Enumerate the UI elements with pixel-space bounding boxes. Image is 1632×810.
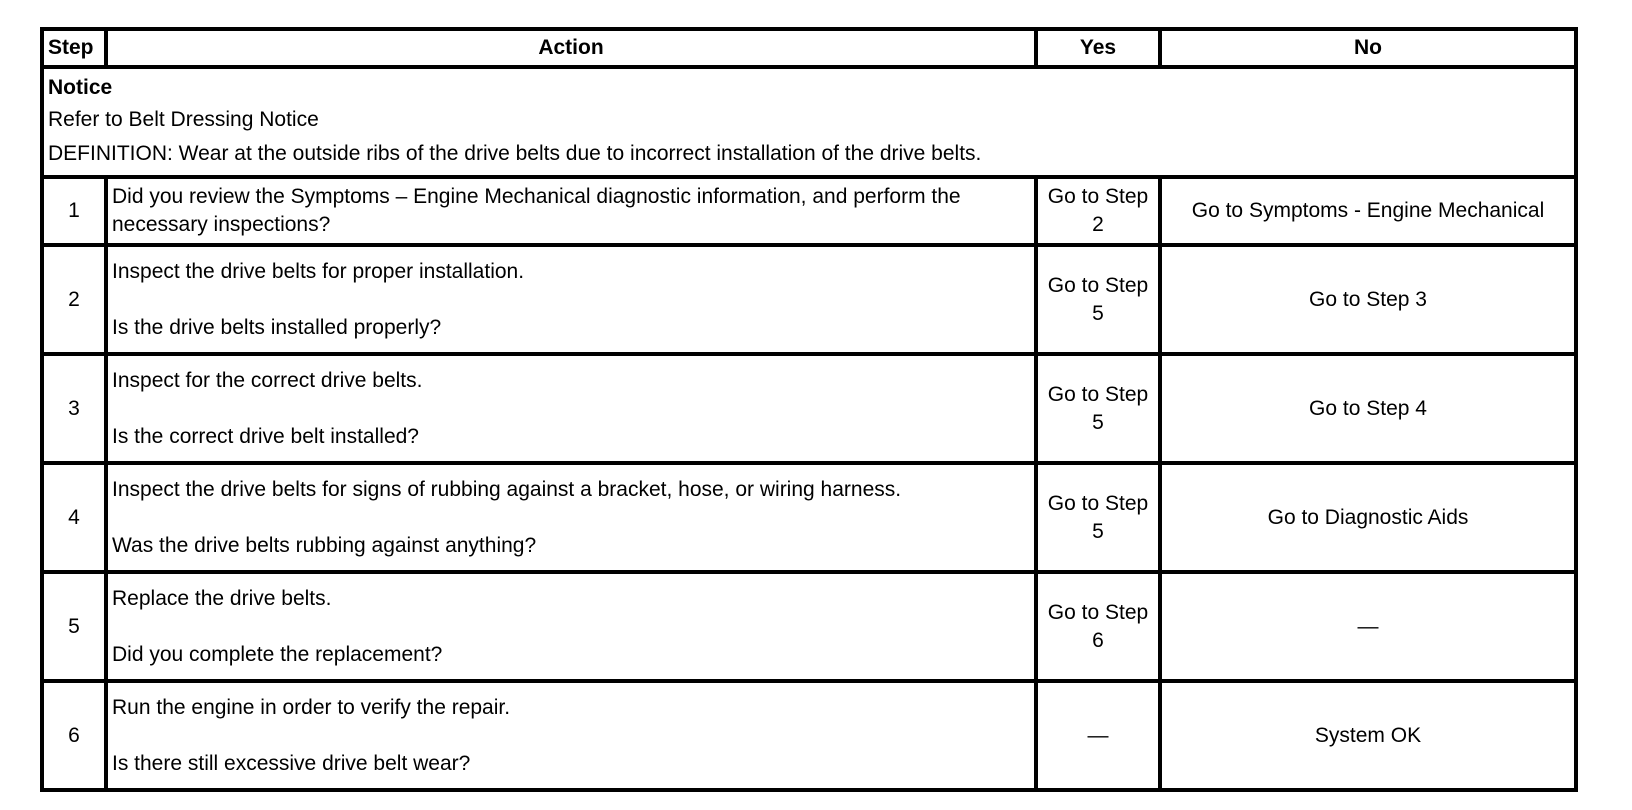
header-yes: Yes xyxy=(1036,29,1160,67)
action-instruction: Replace the drive belts. xyxy=(112,586,332,610)
step-number: 2 xyxy=(42,245,106,354)
no-result: Go to Symptoms - Engine Mechanical xyxy=(1160,177,1576,245)
step-number: 3 xyxy=(42,354,106,463)
action-instruction: Did you review the Symptoms – Engine Mechanical diagnostic information, and perform the necessary inspections? xyxy=(112,185,961,236)
action-text xyxy=(106,245,1036,354)
action-instruction: Inspect the drive belts for proper installation. xyxy=(112,259,525,283)
yes-result: Go to Step 2 xyxy=(1036,177,1160,245)
action-question: Is the correct drive belt installed? xyxy=(112,424,419,448)
yes-result: Go to Step 5 xyxy=(1036,463,1160,572)
step-number: 4 xyxy=(42,463,106,572)
yes-result: Go to Step 5 xyxy=(1036,245,1160,354)
step-number: 6 xyxy=(42,681,106,790)
notice-definition: DEFINITION: Wear at the outside ribs of the drive belts due to incorrect installation of the drive belts. xyxy=(48,142,982,165)
header-no: No xyxy=(1160,29,1576,67)
header-action: Action xyxy=(106,29,1036,67)
notice-title: Notice xyxy=(48,76,113,99)
header-row xyxy=(42,29,1576,67)
no-result: Go to Step 3 xyxy=(1160,245,1576,354)
action-text xyxy=(106,463,1036,572)
table-row xyxy=(42,681,1576,790)
no-result: System OK xyxy=(1160,681,1576,790)
action-question: Was the drive belts rubbing against anything? xyxy=(112,533,537,557)
step-number: 1 xyxy=(42,177,106,245)
notice-row xyxy=(42,67,1576,177)
table-row xyxy=(42,572,1576,681)
action-text xyxy=(106,354,1036,463)
no-result: — xyxy=(1160,572,1576,681)
no-result: Go to Step 4 xyxy=(1160,354,1576,463)
action-question: Did you complete the replacement? xyxy=(112,642,443,666)
header-step: Step xyxy=(42,29,106,67)
table-row xyxy=(42,245,1576,354)
yes-result: Go to Step 5 xyxy=(1036,354,1160,463)
action-text xyxy=(106,572,1036,681)
step-number: 5 xyxy=(42,572,106,681)
action-instruction: Inspect for the correct drive belts. xyxy=(112,368,423,392)
table-row xyxy=(42,463,1576,572)
yes-result: Go to Step 6 xyxy=(1036,572,1160,681)
action-question: Is there still excessive drive belt wear? xyxy=(112,751,471,775)
table-row xyxy=(42,177,1576,245)
action-text xyxy=(106,177,1036,245)
notice-refer: Refer to Belt Dressing Notice xyxy=(48,108,319,131)
diagnostic-table xyxy=(40,27,1578,792)
table-row xyxy=(42,354,1576,463)
yes-result: — xyxy=(1036,681,1160,790)
action-instruction: Inspect the drive belts for signs of rubbing against a bracket, hose, or wiring harness. xyxy=(112,477,902,501)
action-instruction: Run the engine in order to verify the repair. xyxy=(112,695,511,719)
action-question: Is the drive belts installed properly? xyxy=(112,315,442,339)
no-result: Go to Diagnostic Aids xyxy=(1160,463,1576,572)
notice-cell xyxy=(42,67,1576,177)
action-text xyxy=(106,681,1036,790)
